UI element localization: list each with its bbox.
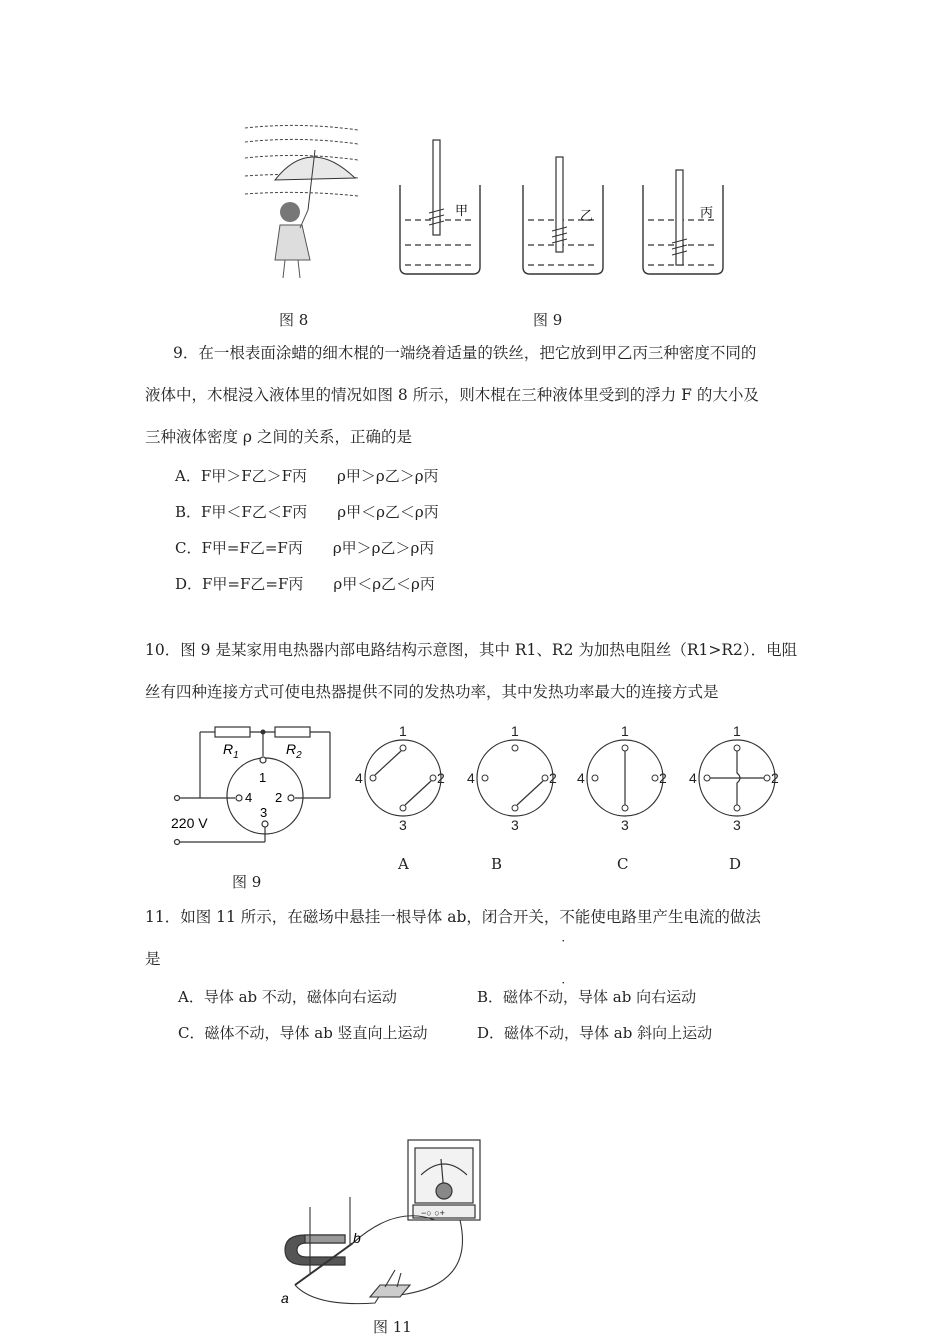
option-letter-c[interactable]: C	[617, 855, 629, 873]
label-b: b	[353, 1230, 361, 1246]
cup-label-jia: 甲	[455, 203, 469, 218]
q11-stem-line-1	[145, 896, 825, 938]
label-a: a	[281, 1290, 289, 1306]
q11-stem-line-2: 是	[145, 950, 161, 968]
option-a-diagram	[355, 723, 445, 833]
option-b-diagram	[467, 723, 557, 833]
figure-8-caption: 图 8	[279, 311, 309, 329]
svg-text:2: 2	[549, 770, 557, 786]
q9-stem-line-2: 液体中，木棍浸入液体里的情况如图 8 所示，则木棍在三种液体里受到的浮力 F 的大小及	[145, 386, 759, 404]
svg-text:−○ ○+: −○ ○+	[421, 1208, 445, 1218]
q10-stem-line-1: 10．图 9 是某家用电热器内部电路结构示意图，其中 R1、R2 为加热电阻丝（R1>R2）．电阻	[145, 641, 798, 659]
terminal-2: 2	[275, 790, 283, 805]
option-letter-a[interactable]: A	[398, 855, 409, 873]
q9-option-b[interactable]: B．F甲＜F乙＜F丙 ρ甲＜ρ乙＜ρ丙	[175, 503, 439, 521]
svg-text:2: 2	[437, 770, 445, 786]
terminal-3: 3	[260, 805, 268, 820]
q11-option-c[interactable]: C．磁体不动，导体 ab 竖直向上运动	[178, 1024, 428, 1042]
figure-11-apparatus	[275, 1135, 495, 1310]
q9-stem-line-3: 三种液体密度 ρ 之间的关系，正确的是	[145, 428, 412, 446]
svg-text:1: 1	[621, 723, 629, 739]
svg-text:2: 2	[771, 770, 779, 786]
r1-label: $R_1$	[223, 741, 239, 761]
resistor-r2	[275, 727, 310, 737]
cup-label-yi: 乙	[580, 208, 594, 223]
q11-option-b[interactable]: B．磁体不动，导体 ab 向右运动	[477, 988, 697, 1006]
svg-text:4: 4	[355, 770, 363, 786]
switch	[370, 1270, 410, 1297]
q9-stem-line-1: 9．在一根表面涂蜡的细木棍的一端绕着适量的铁丝，把它放到甲乙丙三种密度不同的	[173, 344, 757, 362]
svg-text:2: 2	[659, 770, 667, 786]
r2-label: $R_2$	[286, 741, 302, 761]
magnet	[285, 1235, 345, 1265]
connection-options	[345, 720, 815, 835]
option-letter-b[interactable]: B	[491, 855, 503, 873]
svg-text:4: 4	[689, 770, 697, 786]
terminal-4: 4	[245, 790, 253, 805]
figure-8-umbrella-illustration	[240, 120, 365, 285]
figure-9-cups-caption: 图 9	[533, 311, 563, 329]
q10-stem-line-2: 丝有四种连接方式可使电热器提供不同的发热功率，其中发热功率最大的连接方式是	[145, 683, 719, 701]
figure-11-caption: 图 11	[373, 1318, 412, 1336]
q11-stem-post: 使电路里产生电流的做法	[590, 908, 761, 926]
q11-stem-emphasis: 不能 · ·	[559, 908, 590, 926]
q9-option-a[interactable]: A．F甲＞F乙＞F丙 ρ甲＞ρ乙＞ρ丙	[175, 467, 439, 485]
option-letter-d[interactable]: D	[729, 855, 742, 873]
cup-label-bing: 丙	[700, 205, 714, 220]
voltage-label: 220 V	[171, 815, 208, 831]
q11-option-d[interactable]: D．磁体不动，导体 ab 斜向上运动	[477, 1024, 713, 1042]
q11-stem-pre: 11．如图 11 所示，在磁场中悬挂一根导体 ab，闭合开关，	[145, 908, 560, 926]
terminal-1: 1	[259, 770, 267, 785]
q9-option-c[interactable]: C．F甲=F乙=F丙 ρ甲＞ρ乙＞ρ丙	[175, 539, 435, 557]
svg-text:1: 1	[399, 723, 407, 739]
option-c-diagram	[577, 723, 667, 833]
svg-text:4: 4	[577, 770, 585, 786]
figure-9-cups	[395, 135, 735, 280]
svg-text:1: 1	[733, 723, 741, 739]
svg-text:3: 3	[399, 817, 407, 833]
svg-text:1: 1	[511, 723, 519, 739]
q11-option-a[interactable]: A．导体 ab 不动，磁体向右运动	[178, 988, 397, 1006]
galvanometer	[408, 1140, 480, 1220]
circuit-caption: 图 9	[232, 873, 262, 891]
svg-text:3: 3	[621, 817, 629, 833]
q9-option-d[interactable]: D．F甲=F乙=F丙 ρ甲＜ρ乙＜ρ丙	[175, 575, 435, 593]
svg-text:3: 3	[511, 817, 519, 833]
resistor-r1	[215, 727, 250, 737]
option-d-diagram	[689, 723, 779, 833]
svg-text:4: 4	[467, 770, 475, 786]
svg-text:3: 3	[733, 817, 741, 833]
circuit-diagram	[165, 718, 345, 853]
